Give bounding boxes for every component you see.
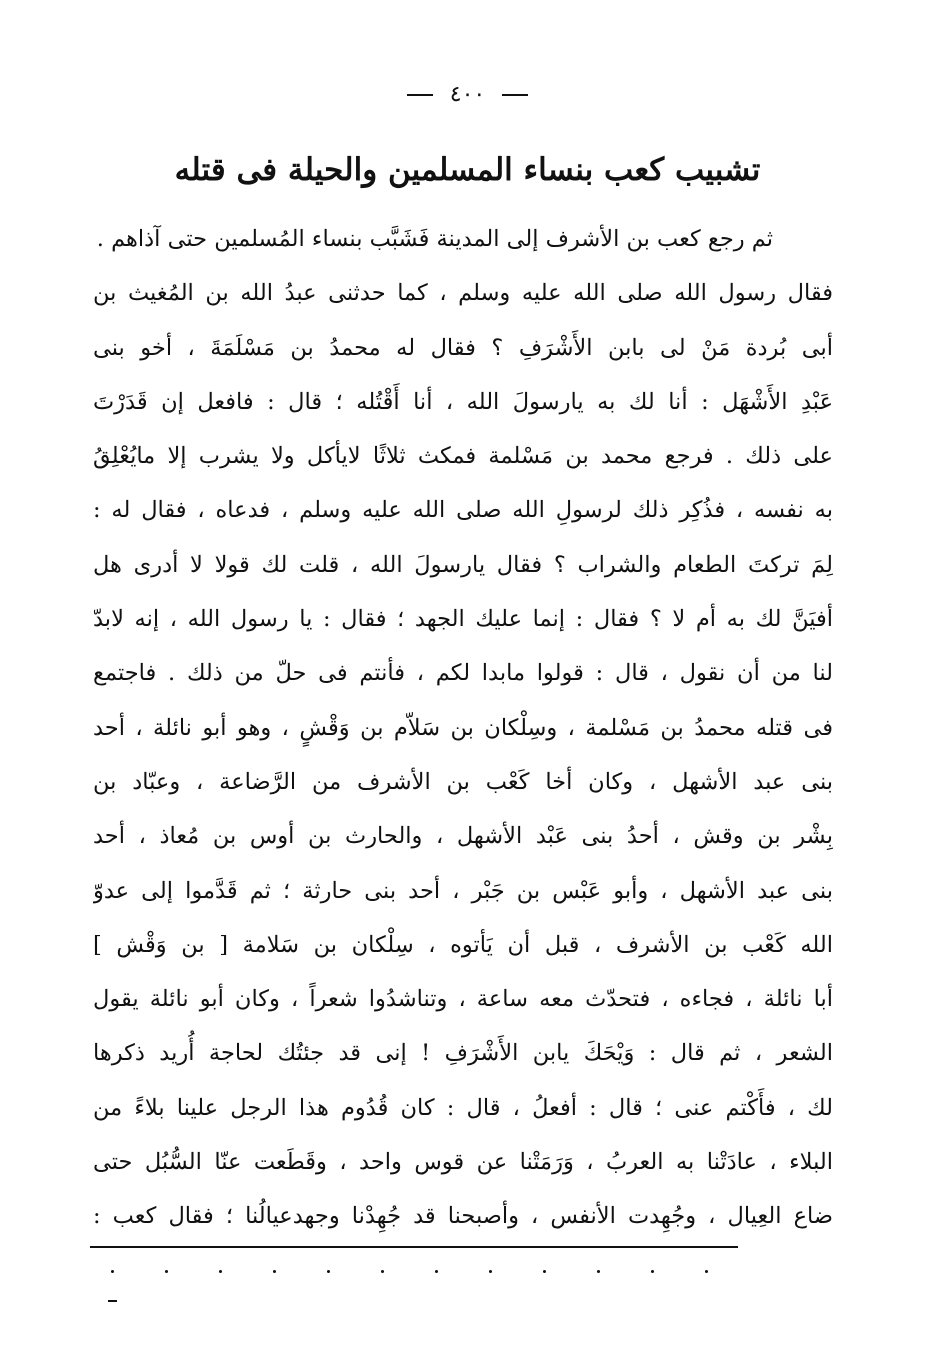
text-line: فى قتله محمدُ بن مَسْلمة ، وسِلْكان بن سَلاّم بن وَقْشٍ ، وهو أبو نائلة ، أحد [93,714,833,741]
footnote-dots [93,1262,733,1286]
page-number-dash-right [502,94,528,96]
dot [111,1270,114,1273]
dot [381,1270,384,1273]
text-line: عَبْدِ الأَشْهَل : أنا لك به يارسولَ الله ، أنا أَقْتُله ؛ قال : فافعل إن قَدَرْتَ [93,388,833,415]
dot [273,1270,276,1273]
text-line: ثم رجع كعب بن الأشرف إلى المدينة فَشَبَّب بنساء المُسلمين حتى آذاهم . [96,226,773,252]
text-line: بِشْر بن وقش ، أحدُ بنى عَبْد الأشهل ، والحارث بن أوس بن مُعاذ ، أحد [93,823,833,850]
text-line: البلاء ، عادَتْنا به العربُ ، وَرَمَتْنا عن قوس واحد ، وقَطَعت عنّا السُّبُل حتى [93,1149,833,1176]
text-line: بنى عبد الأشهل ، وكان أخا كَعْب بن الأشرف من الرَّضاعة ، وعبّاد بن [93,768,833,795]
page-number-dash-left [407,94,433,96]
chapter-title: تشبيب كعب بنساء المسلمين والحيلة فى قتله [174,152,761,188]
dot [219,1270,222,1273]
text-line: لنا من أن نقول ، قال : قولوا مابدا لكم ، فأنتم فى حلّ من ذلك . فاجتمع [93,660,833,687]
text-line: الله كَعْب بن الأشرف ، قبل أن يَأتوه ، سِلْكان بن سَلامة [ بن وَقْش ] [93,931,833,958]
dot [651,1270,654,1273]
text-line: أبى بُردة مَنْ لى بابن الأَشْرَفِ ؟ فقال له محمدُ بن مَسْلَمَةَ ، أخو بنى [93,334,833,361]
dot [489,1270,492,1273]
dot [435,1270,438,1273]
text-line: به نفسه ، فذُكِر ذلك لرسولِ الله صلى الله عليه وسلم ، فدعاه ، فقال له : [93,497,833,524]
page-number [0,82,935,107]
dot [327,1270,330,1273]
text-line: على ذلك . فرجع محمد بن مَسْلمة فمكث ثلاثًا لايأكل ولا يشرب إلا مايُعْلِقُ [93,443,833,470]
text-line: أبا نائلة ، فجاءه ، فتحدّث معه ساعة ، وتناشدُوا شعراً ، وكان أبو نائلة يقول [93,986,833,1013]
page-number-value: ٤٠٠ [449,82,486,107]
body-text [93,212,833,1244]
text-line: ضاع العِيال ، وجُهِدت الأنفس ، وأصبحنا قد جُهِدْنا وجهدعيالُنا ؛ فقال كعب : [93,1203,833,1230]
dot [705,1270,708,1273]
footnote-mark [108,1300,117,1302]
dot [597,1270,600,1273]
text-line: بنى عبد الأشهل ، وأبو عَبْس بن جَبْر ، أحد بنى حارثة ؛ ثم قَدَّموا إلى عدوّ [93,877,833,904]
text-line: فقال رسول الله صلى الله عليه وسلم ، كما حدثنى عبدُ الله بن المُغيث بن [93,280,833,307]
text-line: أفيَنَّ لك به أم لا ؟ فقال : إنما عليك الجهد ؛ فقال : يا رسول الله ، إنه لابدّ [93,606,833,633]
dot [543,1270,546,1273]
text-line: لك ، فأَكْتم عنى ؛ قال : أفعلُ ، قال : كان قُدُوم هذا الرجل علينا بلاءً من [93,1094,833,1121]
dot [165,1270,168,1273]
text-line: لِمَ تركتَ الطعام والشراب ؟ فقال يارسولَ الله ، قلت لك قولا لا أدرى هل [93,551,833,578]
text-line: الشعر ، ثم قال : وَيْحَكَ يابن الأَشْرَفِ ! إنى قد جئتُك لحاجة أُريد ذكرها [93,1040,833,1067]
footnote-separator [90,1246,738,1248]
